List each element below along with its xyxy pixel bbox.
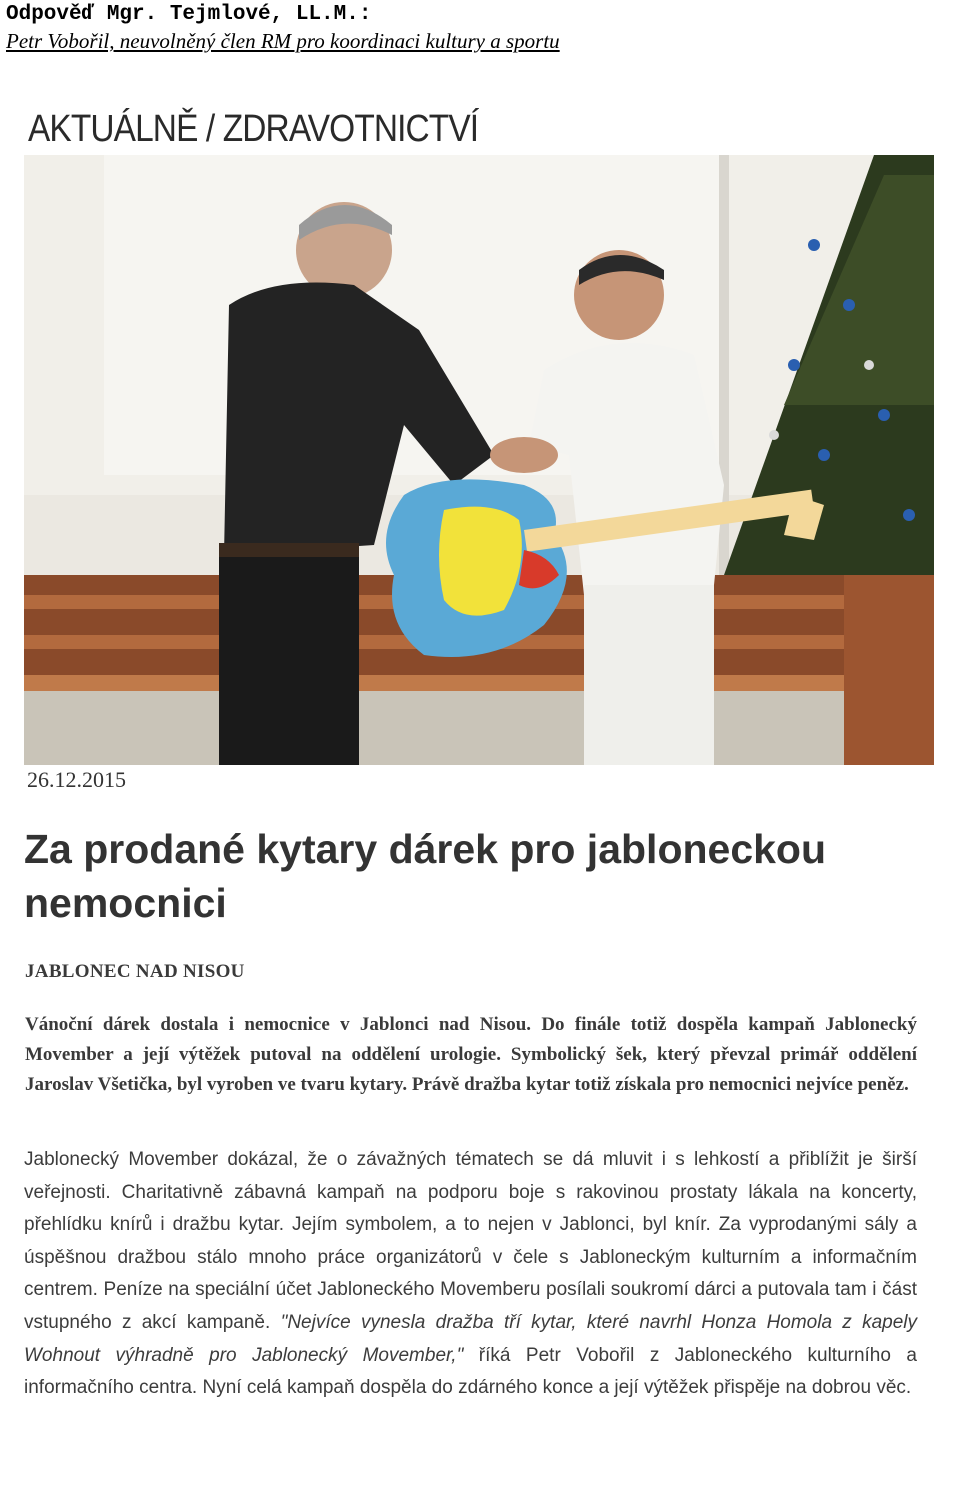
document-header xyxy=(6,2,560,54)
article-date: 26.12.2015 xyxy=(27,767,126,792)
header-subtitle: Petr Vobořil, neuvolněný člen RM pro koordinaci kultury a sportu xyxy=(6,29,560,53)
article-lead: Vánoční dárek dostala i nemocnice v Jablonci nad Nisou. Do finále totiž dospěla kampaň Jablonecký Movember a její výtěžek putoval na oddělení urologie. Symbolický šek, který převzal primář oddělení Jaroslav Všetička, byl vyroben ve tvaru kytary. Právě dražba kytar totiž získala pro nemocnici nejvíce peněz. xyxy=(25,1014,917,1095)
article-body xyxy=(24,1144,917,1405)
article-body-part-1: Jablonecký Movember dokázal, že o závažných tématech se dá mluvit i s lehkostí a přiblížit je širší veřejnosti. Charitativně zábavná kampaň na podporu boje s rakovinou prostaty lákala na koncerty, přehlídku knírů i dražbu kytar. Jejím symbolem, a to nejen v Jablonci, byl knír. Za vyprodanými sály a úspěšnou dražbou stálo mnoho práce organizátorů v čele s Jabloneckým kulturním a informačním centrem. Peníze na speciální účet Jabloneckého Movemberu posílali soukromí dárci a putovala tam i část vstupného z akcí kampaně. xyxy=(24,1149,917,1333)
article-body-part-2: říká Petr Vobořil z Jabloneckého kulturního a informačního centra. Nyní celá kampaň dospěla do zdárného konce a její výtěžek přispěje na dobrou věc. xyxy=(24,1344,917,1399)
article-headline: Za prodané kytary dárek pro jabloneckou nemocnici xyxy=(24,826,827,926)
article-photo xyxy=(24,155,934,765)
header-title: Odpověď Mgr. Tejmlové, LL.M.: xyxy=(6,3,372,26)
photo-illustration xyxy=(24,155,934,765)
section-label: AKTUÁLNĚ / ZDRAVOTNICTVÍ xyxy=(28,108,479,150)
article-dateline: JABLONEC NAD NISOU xyxy=(25,961,245,982)
article-quote: "Nejvíce vynesla dražba tří kytar, které navrhl Honza Homola z kapely Wohnout výhradně pro Jablonecký Movember," xyxy=(24,1311,918,1366)
